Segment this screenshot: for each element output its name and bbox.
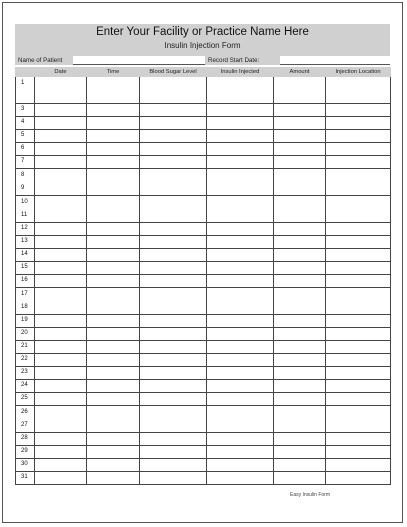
- table-row: [16, 354, 391, 367]
- row-number: 31: [16, 472, 35, 485]
- row-number: 6: [16, 143, 35, 156]
- insulin-cell[interactable]: [207, 380, 274, 393]
- row-number-label: 17: [21, 291, 28, 297]
- amount-cell[interactable]: [274, 472, 326, 485]
- location-cell[interactable]: [326, 459, 391, 472]
- location-cell[interactable]: [326, 275, 391, 288]
- amount-cell[interactable]: [274, 328, 326, 341]
- table-row: [16, 275, 391, 288]
- blood-sugar-cell[interactable]: [140, 393, 207, 406]
- blood-sugar-cell[interactable]: [140, 275, 207, 288]
- table-row: [16, 236, 391, 249]
- time-cell[interactable]: [87, 223, 140, 236]
- insulin-cell[interactable]: [207, 130, 274, 143]
- row-number: [16, 196, 35, 223]
- date-cell[interactable]: [35, 130, 87, 143]
- date-cell[interactable]: [35, 169, 87, 196]
- time-cell[interactable]: [87, 249, 140, 262]
- time-cell[interactable]: [87, 354, 140, 367]
- table-row: [16, 143, 391, 156]
- blood-sugar-cell[interactable]: [140, 472, 207, 485]
- insulin-cell[interactable]: [207, 169, 274, 196]
- amount-cell[interactable]: [274, 143, 326, 156]
- time-cell[interactable]: [87, 433, 140, 446]
- column-header-location: Injection Location: [326, 68, 391, 77]
- time-cell[interactable]: [87, 446, 140, 459]
- date-cell[interactable]: [35, 104, 87, 117]
- insulin-cell[interactable]: [207, 236, 274, 249]
- amount-cell[interactable]: [274, 262, 326, 275]
- location-cell[interactable]: [326, 288, 391, 315]
- insulin-cell[interactable]: [207, 156, 274, 169]
- column-header-amount: Amount: [274, 68, 326, 77]
- insulin-cell[interactable]: [207, 446, 274, 459]
- row-number: 23: [16, 367, 35, 380]
- column-header-number: [16, 68, 35, 77]
- table-row: [16, 104, 391, 117]
- amount-cell[interactable]: [274, 459, 326, 472]
- row-number: [16, 169, 35, 196]
- blood-sugar-cell[interactable]: [140, 130, 207, 143]
- table-row: [16, 341, 391, 354]
- injection-log-table: [15, 67, 391, 485]
- amount-cell[interactable]: [274, 223, 326, 236]
- blood-sugar-cell[interactable]: [140, 446, 207, 459]
- time-cell[interactable]: [87, 393, 140, 406]
- table-row: [16, 223, 391, 236]
- row-number-label: 10: [21, 199, 28, 205]
- amount-cell[interactable]: [274, 433, 326, 446]
- time-cell[interactable]: [87, 367, 140, 380]
- time-cell[interactable]: [87, 315, 140, 328]
- table-row: [16, 459, 391, 472]
- time-cell[interactable]: [87, 288, 140, 315]
- patient-name-label: Name of Patient: [15, 56, 73, 65]
- insulin-cell[interactable]: [207, 275, 274, 288]
- location-cell[interactable]: [326, 367, 391, 380]
- location-cell[interactable]: [326, 169, 391, 196]
- time-cell[interactable]: [87, 262, 140, 275]
- facility-name-title: Enter Your Facility or Practice Name Here: [96, 26, 309, 38]
- amount-cell[interactable]: [274, 117, 326, 130]
- insulin-cell[interactable]: [207, 367, 274, 380]
- row-number-label: 8: [21, 172, 25, 178]
- time-cell[interactable]: [87, 196, 140, 223]
- date-cell[interactable]: [35, 459, 87, 472]
- blood-sugar-cell[interactable]: [140, 380, 207, 393]
- date-cell[interactable]: [35, 446, 87, 459]
- date-cell[interactable]: [35, 393, 87, 406]
- time-cell[interactable]: [87, 275, 140, 288]
- blood-sugar-cell[interactable]: [140, 223, 207, 236]
- insulin-cell[interactable]: [207, 196, 274, 223]
- amount-cell[interactable]: [274, 196, 326, 223]
- row-number: 25: [16, 393, 35, 406]
- amount-cell[interactable]: [274, 130, 326, 143]
- table-row: [16, 196, 391, 223]
- table-row: [16, 169, 391, 196]
- amount-cell[interactable]: [274, 393, 326, 406]
- blood-sugar-cell[interactable]: [140, 236, 207, 249]
- location-cell[interactable]: [326, 223, 391, 236]
- insulin-cell[interactable]: [207, 354, 274, 367]
- time-cell[interactable]: [87, 406, 140, 433]
- date-cell[interactable]: [35, 156, 87, 169]
- blood-sugar-cell[interactable]: [140, 341, 207, 354]
- row-number: [16, 288, 35, 315]
- row-number: [16, 406, 35, 433]
- location-cell[interactable]: [326, 236, 391, 249]
- time-cell[interactable]: [87, 380, 140, 393]
- insulin-cell[interactable]: [207, 341, 274, 354]
- insulin-cell[interactable]: [207, 77, 274, 104]
- blood-sugar-cell[interactable]: [140, 459, 207, 472]
- insulin-cell[interactable]: [207, 433, 274, 446]
- amount-cell[interactable]: [274, 77, 326, 104]
- time-cell[interactable]: [87, 77, 140, 104]
- location-cell[interactable]: [326, 117, 391, 130]
- date-cell[interactable]: [35, 472, 87, 485]
- time-cell[interactable]: [87, 104, 140, 117]
- location-cell[interactable]: [326, 143, 391, 156]
- amount-cell[interactable]: [274, 446, 326, 459]
- blood-sugar-cell[interactable]: [140, 354, 207, 367]
- insulin-cell[interactable]: [207, 117, 274, 130]
- amount-cell[interactable]: [274, 156, 326, 169]
- location-cell[interactable]: [326, 446, 391, 459]
- date-cell[interactable]: [35, 288, 87, 315]
- blood-sugar-cell[interactable]: [140, 143, 207, 156]
- table-row: [16, 406, 391, 433]
- blood-sugar-cell[interactable]: [140, 288, 207, 315]
- location-cell[interactable]: [326, 341, 391, 354]
- form-subtitle: Insulin Injection Form: [164, 41, 241, 50]
- location-cell[interactable]: [326, 130, 391, 143]
- row-number: 21: [16, 341, 35, 354]
- time-cell[interactable]: [87, 341, 140, 354]
- row-number-label: 1: [21, 80, 25, 86]
- column-header-blood-sugar: Blood Sugar Level: [140, 68, 207, 77]
- row-number: 19: [16, 315, 35, 328]
- table-row: [16, 77, 391, 104]
- time-cell[interactable]: [87, 117, 140, 130]
- row-number-label: 18: [21, 304, 28, 310]
- amount-cell[interactable]: [274, 341, 326, 354]
- amount-cell[interactable]: [274, 104, 326, 117]
- blood-sugar-cell[interactable]: [140, 104, 207, 117]
- column-header-date: Date: [35, 68, 87, 77]
- time-cell[interactable]: [87, 130, 140, 143]
- table-row: [16, 288, 391, 315]
- time-cell[interactable]: [87, 236, 140, 249]
- table-row: [16, 380, 391, 393]
- date-cell[interactable]: [35, 262, 87, 275]
- row-number-label: 27: [21, 422, 28, 428]
- date-cell[interactable]: [35, 196, 87, 223]
- location-cell[interactable]: [326, 406, 391, 433]
- table-row: [16, 433, 391, 446]
- row-number-label: 9: [21, 185, 25, 191]
- blood-sugar-cell[interactable]: [140, 77, 207, 104]
- row-number-label: 26: [21, 409, 28, 415]
- blood-sugar-cell[interactable]: [140, 156, 207, 169]
- patient-name-field[interactable]: [73, 56, 205, 65]
- location-cell[interactable]: [326, 249, 391, 262]
- table-row: [16, 249, 391, 262]
- date-cell[interactable]: [35, 143, 87, 156]
- blood-sugar-cell[interactable]: [140, 433, 207, 446]
- row-number: 5: [16, 130, 35, 143]
- table-row: [16, 156, 391, 169]
- insulin-cell[interactable]: [207, 459, 274, 472]
- row-number: 16: [16, 275, 35, 288]
- insulin-cell[interactable]: [207, 406, 274, 433]
- date-cell[interactable]: [35, 341, 87, 354]
- table-row: [16, 117, 391, 130]
- location-cell[interactable]: [326, 380, 391, 393]
- insulin-cell[interactable]: [207, 315, 274, 328]
- blood-sugar-cell[interactable]: [140, 328, 207, 341]
- row-number: 4: [16, 117, 35, 130]
- blood-sugar-cell[interactable]: [140, 367, 207, 380]
- location-cell[interactable]: [326, 393, 391, 406]
- blood-sugar-cell[interactable]: [140, 262, 207, 275]
- date-cell[interactable]: [35, 236, 87, 249]
- footer-note: Easy Insulin Form: [290, 492, 331, 498]
- date-cell[interactable]: [35, 367, 87, 380]
- row-number: 12: [16, 223, 35, 236]
- amount-cell[interactable]: [274, 236, 326, 249]
- row-number: 15: [16, 262, 35, 275]
- amount-cell[interactable]: [274, 169, 326, 196]
- table-row: [16, 446, 391, 459]
- location-cell[interactable]: [326, 472, 391, 485]
- insulin-cell[interactable]: [207, 249, 274, 262]
- table-row: [16, 393, 391, 406]
- table-row: [16, 315, 391, 328]
- column-header-time: Time: [87, 68, 140, 77]
- row-number: 29: [16, 446, 35, 459]
- column-header-insulin: Insulin Injected: [207, 68, 274, 77]
- row-number: 7: [16, 156, 35, 169]
- location-cell[interactable]: [326, 328, 391, 341]
- time-cell[interactable]: [87, 328, 140, 341]
- amount-cell[interactable]: [274, 315, 326, 328]
- time-cell[interactable]: [87, 143, 140, 156]
- insulin-cell[interactable]: [207, 288, 274, 315]
- row-number-label: [21, 90, 34, 103]
- row-number: 20: [16, 328, 35, 341]
- amount-cell[interactable]: [274, 406, 326, 433]
- blood-sugar-cell[interactable]: [140, 117, 207, 130]
- blood-sugar-cell[interactable]: [140, 196, 207, 223]
- location-cell[interactable]: [326, 315, 391, 328]
- location-cell[interactable]: [326, 156, 391, 169]
- row-number: 22: [16, 354, 35, 367]
- blood-sugar-cell[interactable]: [140, 406, 207, 433]
- row-number: 24: [16, 380, 35, 393]
- row-number: 3: [16, 104, 35, 117]
- amount-cell[interactable]: [274, 354, 326, 367]
- date-cell[interactable]: [35, 315, 87, 328]
- record-start-date-field[interactable]: [280, 56, 390, 65]
- row-number-label: 11: [21, 212, 28, 218]
- blood-sugar-cell[interactable]: [140, 315, 207, 328]
- blood-sugar-cell[interactable]: [140, 169, 207, 196]
- date-cell[interactable]: [35, 328, 87, 341]
- amount-cell[interactable]: [274, 249, 326, 262]
- table-row: [16, 367, 391, 380]
- time-cell[interactable]: [87, 156, 140, 169]
- record-start-date-label: Record Start Date:: [205, 56, 280, 65]
- time-cell[interactable]: [87, 472, 140, 485]
- insulin-cell[interactable]: [207, 393, 274, 406]
- date-cell[interactable]: [35, 406, 87, 433]
- date-cell[interactable]: [35, 249, 87, 262]
- table-row: [16, 472, 391, 485]
- row-number: 30: [16, 459, 35, 472]
- table-body: [16, 77, 391, 485]
- time-cell[interactable]: [87, 169, 140, 196]
- form-header: [15, 24, 390, 56]
- blood-sugar-cell[interactable]: [140, 249, 207, 262]
- insulin-cell[interactable]: [207, 223, 274, 236]
- insulin-cell[interactable]: [207, 143, 274, 156]
- insulin-cell[interactable]: [207, 328, 274, 341]
- location-cell[interactable]: [326, 196, 391, 223]
- date-cell[interactable]: [35, 275, 87, 288]
- date-cell[interactable]: [35, 380, 87, 393]
- time-cell[interactable]: [87, 459, 140, 472]
- location-cell[interactable]: [326, 77, 391, 104]
- location-cell[interactable]: [326, 433, 391, 446]
- table-header-row: [16, 68, 391, 77]
- table-row: [16, 130, 391, 143]
- insulin-cell[interactable]: [207, 262, 274, 275]
- amount-cell[interactable]: [274, 275, 326, 288]
- patient-info-bar: [15, 56, 390, 65]
- insulin-cell[interactable]: [207, 472, 274, 485]
- amount-cell[interactable]: [274, 288, 326, 315]
- location-cell[interactable]: [326, 262, 391, 275]
- row-number: [16, 77, 35, 104]
- date-cell[interactable]: [35, 223, 87, 236]
- date-cell[interactable]: [35, 77, 87, 104]
- location-cell[interactable]: [326, 104, 391, 117]
- insulin-cell[interactable]: [207, 104, 274, 117]
- date-cell[interactable]: [35, 354, 87, 367]
- location-cell[interactable]: [326, 354, 391, 367]
- table-row: [16, 262, 391, 275]
- amount-cell[interactable]: [274, 367, 326, 380]
- table-row: [16, 328, 391, 341]
- date-cell[interactable]: [35, 433, 87, 446]
- amount-cell[interactable]: [274, 380, 326, 393]
- row-number: 13: [16, 236, 35, 249]
- row-number: 14: [16, 249, 35, 262]
- row-number: 28: [16, 433, 35, 446]
- date-cell[interactable]: [35, 117, 87, 130]
